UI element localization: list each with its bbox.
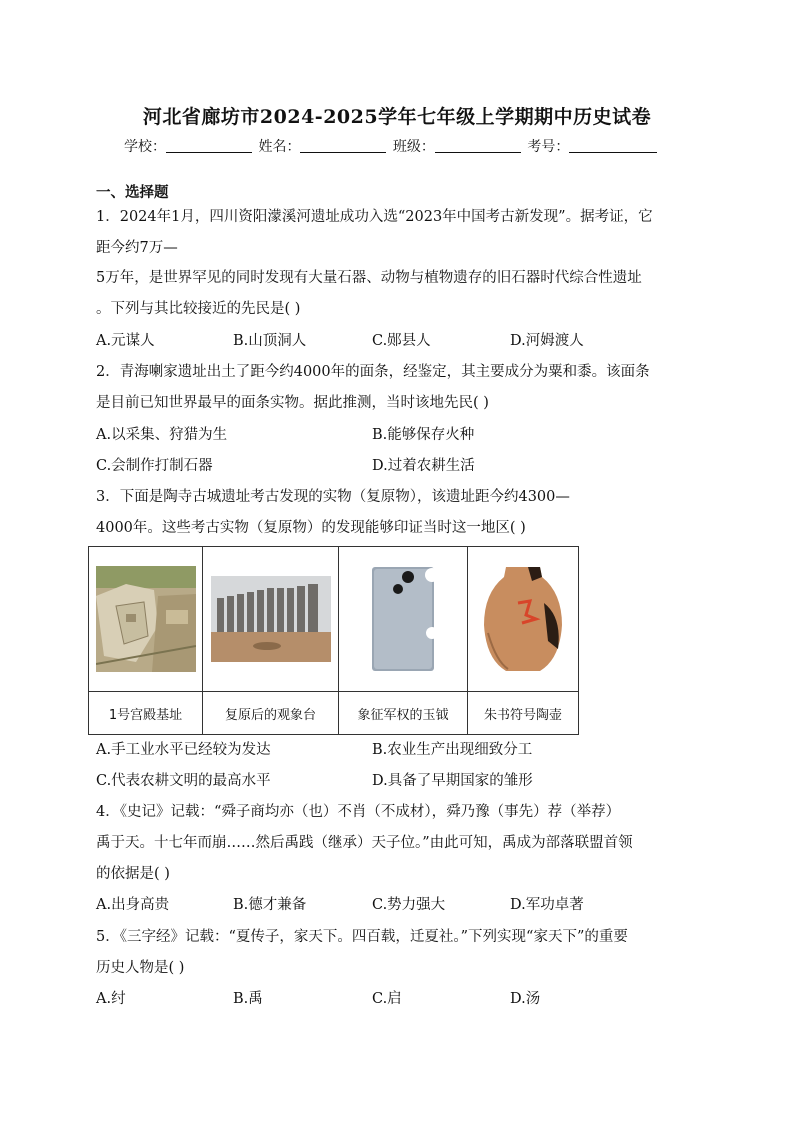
caption-palace-foundation: 1号宫殿基址: [89, 692, 203, 735]
student-info-row: [124, 136, 659, 156]
caption-pottery-pot: 朱书符号陶壶: [468, 692, 579, 735]
q1-line-3: 5万年，是世界罕见的同时发现有大量石器、动物与植物遗存的旧石器时代综合性遗址: [96, 270, 642, 286]
q1-line-2: 距今约7万—: [96, 240, 178, 256]
class-label: 班级：: [392, 139, 435, 155]
name-label: 姓名：: [258, 139, 301, 155]
q2-option-b[interactable]: B.能够保存火种: [372, 427, 475, 443]
q4-option-a[interactable]: A.出身高贵: [96, 897, 170, 913]
q2-line-1: 2．青海喇家遗址出土了距今约4000年的面条，经鉴定，其主要成分为粟和黍。该面条: [96, 364, 650, 380]
q4-line-3: 的依据是( ): [96, 866, 170, 882]
q3-option-a[interactable]: A.手工业水平已经较为发达: [96, 742, 271, 758]
q4-option-d[interactable]: D.军功卓著: [510, 897, 584, 913]
q5-option-d[interactable]: D.汤: [510, 991, 541, 1007]
q5-option-b[interactable]: B.禹: [233, 991, 263, 1007]
q2-line-2: 是目前已知世界最早的面条实物。据此推测，当时该地先民( ): [96, 395, 489, 411]
caption-jade-axe: 象征军权的玉钺: [339, 692, 468, 735]
number-blank[interactable]: [569, 138, 657, 153]
class-blank[interactable]: [435, 138, 521, 153]
caption-observatory: 复原后的观象台: [203, 692, 339, 735]
school-label: 学校：: [124, 139, 166, 155]
q3-artifact-table: [88, 546, 579, 735]
q1-option-c[interactable]: C.郧县人: [372, 333, 431, 349]
q2-option-c[interactable]: C.会制作打制石器: [96, 458, 213, 474]
q1-option-d[interactable]: D.河姆渡人: [510, 333, 584, 349]
q3-option-c[interactable]: C.代表农耕文明的最高水平: [96, 773, 271, 789]
school-blank[interactable]: [166, 138, 252, 153]
q3-option-b[interactable]: B.农业生产出现细致分工: [372, 742, 533, 758]
q3-line-1: 3．下面是陶寺古城遗址考古发现的实物（复原物），该遗址距今约4300—: [96, 489, 570, 505]
q1-line-4: 。下列与其比较接近的先民是( ): [96, 301, 301, 317]
q1-option-b[interactable]: B.山顶洞人: [233, 333, 307, 349]
q1-line-1: 1．2024年1月，四川资阳濛溪河遗址成功入选“2023年中国考古新发现”。据考证，它: [96, 209, 653, 225]
q2-option-a[interactable]: A.以采集、狩猎为生: [96, 427, 228, 443]
q4-line-2: 禹于天。十七年而崩……然后禹践（继承）天子位。”由此可知，禹成为部落联盟首领: [96, 835, 633, 851]
number-label: 考号：: [527, 139, 570, 155]
q2-option-d[interactable]: D.过着农耕生活: [372, 458, 475, 474]
q4-line-1: 4．《史记》记载：“舜子商均亦（也）不肖（不成材），舜乃豫（事先）荐（举荐）: [96, 804, 621, 820]
jade-axe-image: [339, 547, 468, 692]
q1-option-a[interactable]: A.元谋人: [96, 333, 155, 349]
q5-line-1: 5．《三字经》记载：“夏传子，家天下。四百载，迁夏社。”下列实现“家天下”的重要: [96, 929, 628, 945]
exam-title: 河北省廊坊市2024-2025学年七年级上学期期中历史试卷: [142, 106, 652, 128]
q3-line-2: 4000年。这些考古实物（复原物）的发现能够印证当时这一地区( ): [96, 520, 526, 536]
section-heading: 一、选择题: [96, 184, 169, 201]
q4-option-c[interactable]: C.势力强大: [372, 897, 446, 913]
palace-foundation-image: [89, 547, 203, 692]
q4-option-b[interactable]: B.德才兼备: [233, 897, 307, 913]
q5-line-2: 历史人物是( ): [96, 960, 185, 976]
q5-option-a[interactable]: A.纣: [96, 991, 126, 1007]
q5-option-c[interactable]: C.启: [372, 991, 402, 1007]
observatory-image: [203, 547, 339, 692]
painted-pottery-pot-image: [468, 547, 579, 692]
name-blank[interactable]: [300, 138, 386, 153]
q3-option-d[interactable]: D.具备了早期国家的雏形: [372, 773, 533, 789]
